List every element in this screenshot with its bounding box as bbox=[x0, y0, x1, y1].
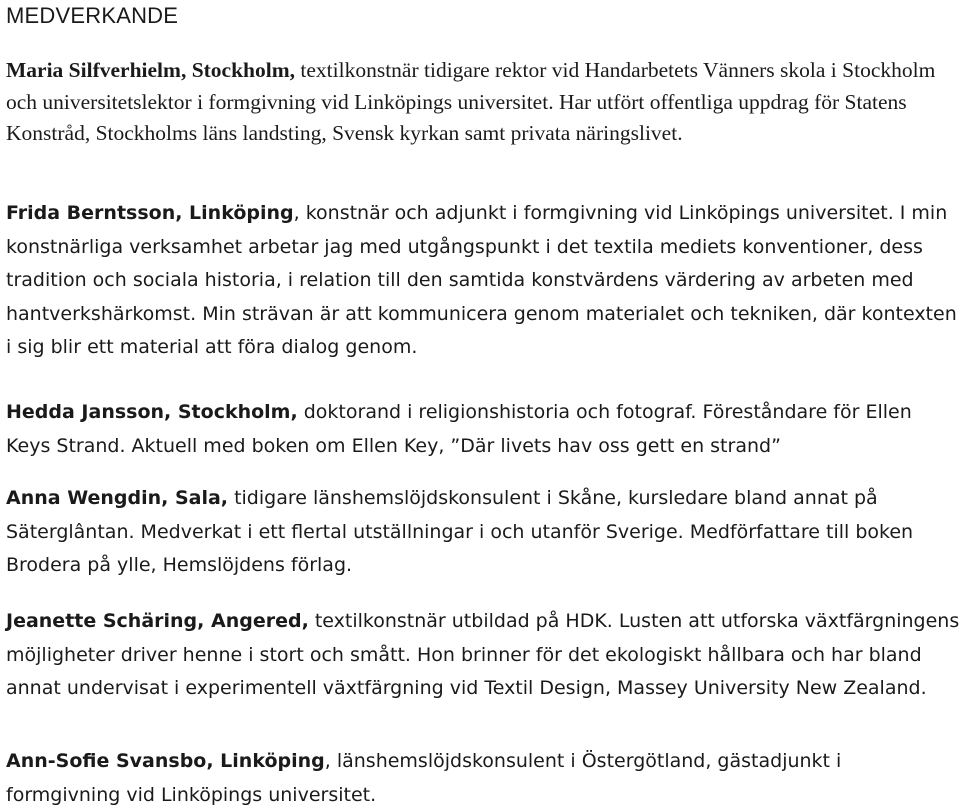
participant-entry bbox=[6, 745, 960, 812]
participant-name: Ann-Sofie Svansbo, Linköping bbox=[6, 750, 325, 772]
participant-entry bbox=[6, 197, 960, 365]
participant-entry bbox=[6, 55, 960, 150]
participant-entry bbox=[6, 605, 960, 706]
participant-description: , konstnär och adjunkt i formgivning vid Linköpings universitet. I min konstnärliga verksamhet arbetar jag med utgångspunkt i det textila mediets konventioner, dess tradition och sociala historia, i relation till den samtida konstvärdens värdering av arbeten med hantverkshärkomst. Min strävan är att kommunicera genom materialet och tekniken, där kontexten i sig blir ett material att föra dialog genom. bbox=[6, 202, 957, 358]
participant-name: Frida Berntsson, Linköping bbox=[6, 202, 294, 224]
participant-name: Anna Wengdin, Sala, bbox=[6, 487, 229, 509]
participant-name: Maria Silfverhielm, Stockholm, bbox=[6, 58, 296, 82]
participant-name: Jeanette Schäring, Angered, bbox=[6, 610, 309, 632]
participant-description: textilkonstnär tidigare rektor vid Handarbetets Vänners skola i Stockholm och universitetslektor i formgivning vid Linköpings universitet. Har utfört offentliga uppdrag för Statens Konstråd, Stockholms läns landsting, Svensk kyrkan samt privata näringslivet. bbox=[6, 58, 936, 145]
participant-description: , länshemslöjdskonsulent i Östergötland, gästadjunkt i formgivning vid Linköpings universitet. bbox=[6, 750, 842, 806]
page-heading: MEDVERKANDE bbox=[6, 3, 179, 28]
participant-name: Hedda Jansson, Stockholm, bbox=[6, 401, 298, 423]
document-page bbox=[6, 0, 960, 806]
participant-entry bbox=[6, 396, 960, 463]
participant-entry bbox=[6, 482, 960, 583]
participant-description: textilkonstnär utbildad på HDK. Lusten att utforska växtfärgningens möjligheter driver henne i stort och smått. Hon brinner för det ekologiskt hållbara och har bland annat undervisat i experimentell växtfärgning vid Textil Design, Massey University New Zealand. bbox=[6, 610, 960, 699]
participant-description: doktorand i religionshistoria och fotograf. Föreståndare för Ellen Keys Strand. Aktuell med boken om Ellen Key, ”Där livets hav oss gett en strand” bbox=[6, 401, 912, 457]
participant-description: tidigare länshemslöjdskonsulent i Skåne, kursledare bland annat på Säterglântan. Medverkat i ett flertal utställningar i och utanför Sverige. Medförfattare till boken Brodera på ylle, Hemslöjdens förlag. bbox=[6, 487, 914, 576]
